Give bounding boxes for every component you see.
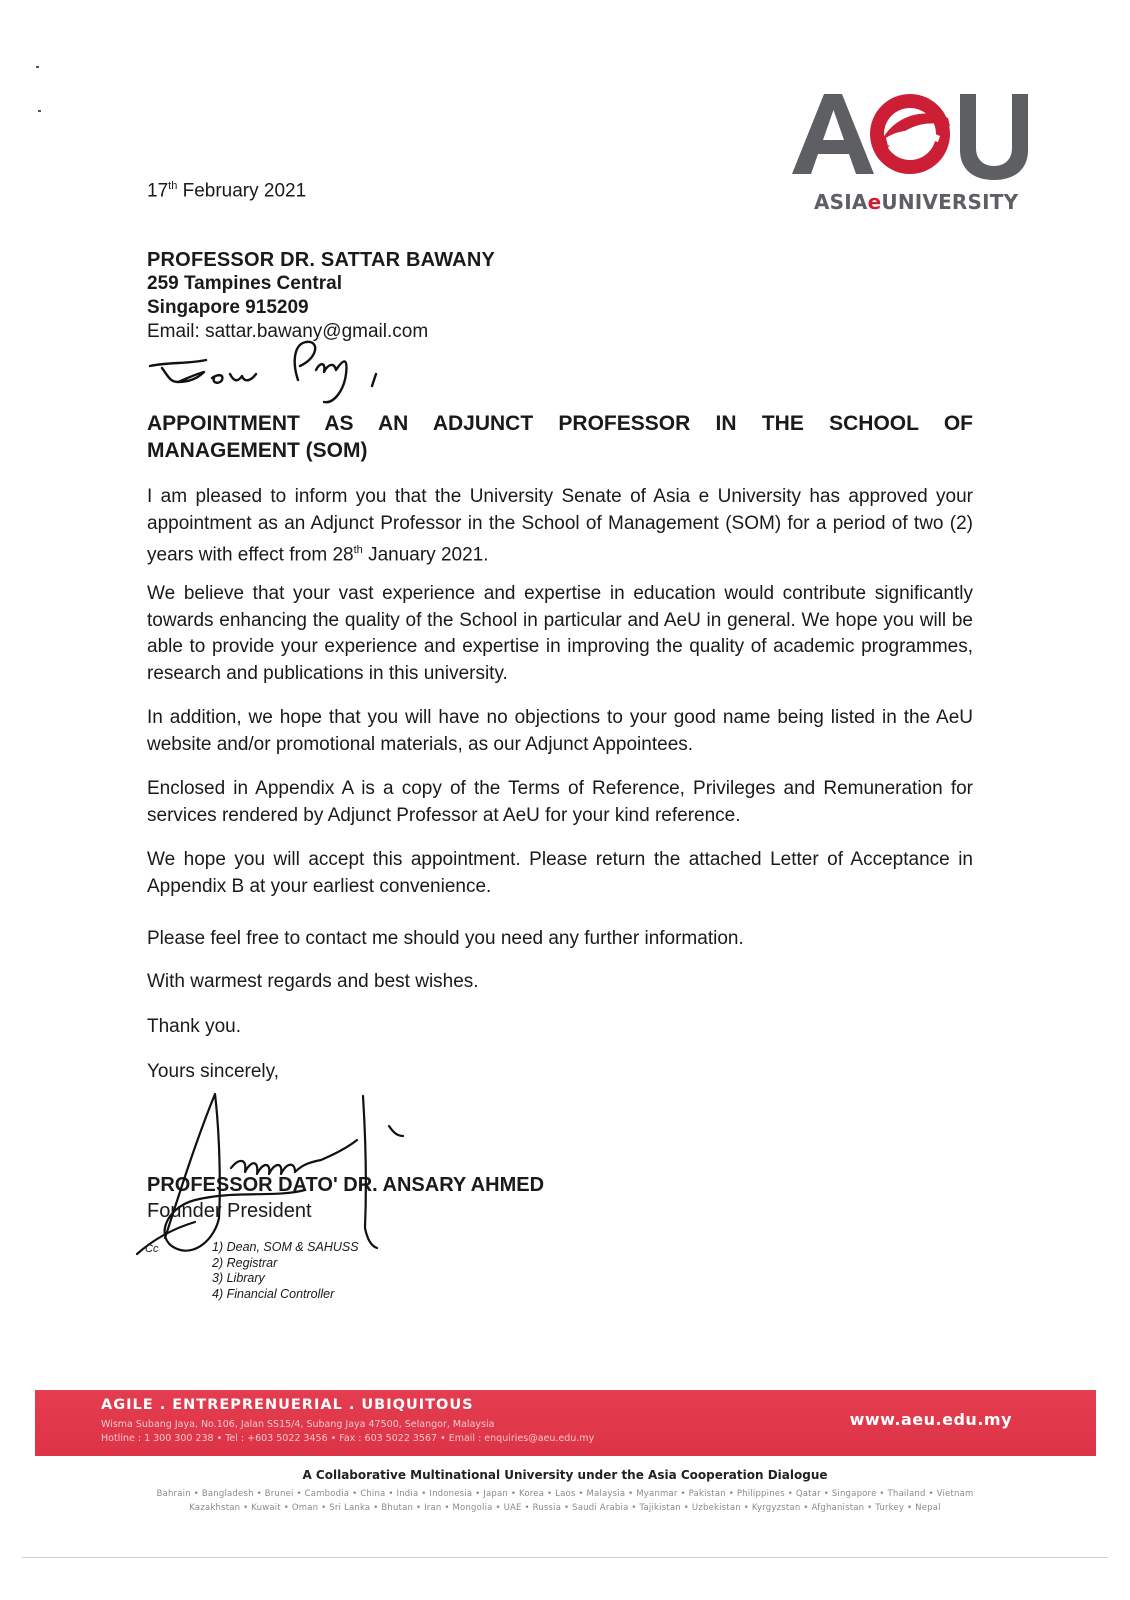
cc-label: Cc [145, 1243, 159, 1255]
body-paragraph-6: Please feel free to contact me should you need any further information. [147, 928, 744, 949]
closing-yours-sincerely: Yours sincerely, [147, 1061, 280, 1082]
subject-line-1: APPOINTMENT AS AN ADJUNCT PROFESSOR IN THE SCHOOL OF [147, 412, 973, 435]
cc-list [212, 1240, 359, 1302]
handwritten-salutation [148, 338, 398, 413]
logo-wordmark: ASIAeUNIVERSITY [814, 190, 1019, 214]
recipient-address [147, 248, 495, 344]
body-paragraph-3: In addition, we hope that you will have no objections to your good name being listed in the AeU website and/or promotional materials, as our Adjunct Appointees. [147, 707, 973, 755]
signer-title: Founder President [147, 1200, 312, 1222]
countries-line-1: Bahrain • Bangladesh • Brunei • Cambodia • China • India • Indonesia • Japan • Korea • Laos • Malaysia • Myanmar • Pakistan • Philippines • Qatar • Singapore • Thailand • Vietnam [156, 1489, 974, 1499]
signer-name: PROFESSOR DATO' DR. ANSARY AHMED [147, 1174, 545, 1196]
footer-street-address: Wisma Subang Jaya, No.106, Jalan SS15/4, Subang Jaya 47500, Selangor, Malaysia [101, 1419, 495, 1430]
footer-address [101, 1418, 594, 1446]
footer-tagline: AGILE . ENTREPRENUERIAL . UBIQUITOUS [101, 1397, 474, 1413]
cc-item: 1) Dean, SOM & SAHUSS [212, 1240, 359, 1254]
body-paragraph-5: We hope you will accept this appointment. Please return the attached Letter of Acceptance in Appendix B at your earliest convenience. [147, 849, 973, 897]
footer-collaboration-note: A Collaborative Multinational University under the Asia Cooperation Dialogue [302, 1468, 828, 1482]
subject-line-2: MANAGEMENT (SOM) [147, 439, 368, 462]
aeu-logo [790, 88, 1040, 218]
letter-date: 17th February 2021 [147, 180, 307, 202]
recipient-street: 259 Tampines Central [147, 273, 343, 294]
body-paragraph-4: Enclosed in Appendix A is a copy of the Terms of Reference, Privileges and Remuneration for services rendered by Adjunct Professor at AeU for your kind reference. [147, 778, 973, 826]
aeu-monogram-icon [790, 88, 1030, 188]
body-paragraph-2: We believe that your vast experience and expertise in education would contribute significantly towards enhancing the quality of the School in particular and AeU in general. We hope you will be able to provide your experience and expertise in improving the quality of academic programmes, research and publications in this university. [147, 583, 973, 684]
cc-item: 4) Financial Controller [212, 1286, 335, 1301]
recipient-name: PROFESSOR DR. SATTAR BAWANY [147, 249, 496, 271]
recipient-email: Email: sattar.bawany@gmail.com [147, 321, 429, 342]
body-paragraph-1: I am pleased to inform you that the University Senate of Asia e University has approved your appointment as an Adjunct Professor in the School of Management (SOM) for a period of two (2) years with effect from 28th January 2021. [147, 486, 973, 566]
footer-banner [35, 1390, 1096, 1456]
recipient-city: Singapore 915209 [147, 297, 309, 318]
countries-line-2: Kazakhstan • Kuwait • Oman • Sri Lanka • Bhutan • Iran • Mongolia • UAE • Russia • Saudi Arabia • Tajikistan • Uzbekistan • Kyrgyzstan • Afghanistan • Turkey • Nepal [189, 1503, 941, 1513]
footer-member-countries [150, 1487, 980, 1515]
closing-regards: With warmest regards and best wishes. [147, 971, 479, 992]
footer-website-link[interactable]: www.aeu.edu.my [849, 1410, 1012, 1429]
cc-item: 2) Registrar [212, 1255, 278, 1270]
letter-subject [147, 410, 973, 464]
footer-contact: Hotline : 1 300 300 238 • Tel : +603 5022 3456 • Fax : 603 5022 3567 • Email : enquiries@aeu.edu.my [101, 1433, 595, 1444]
cc-item: 3) Library [212, 1271, 265, 1285]
closing-thanks: Thank you. [147, 1016, 241, 1037]
page-bottom-rule [22, 1557, 1108, 1558]
